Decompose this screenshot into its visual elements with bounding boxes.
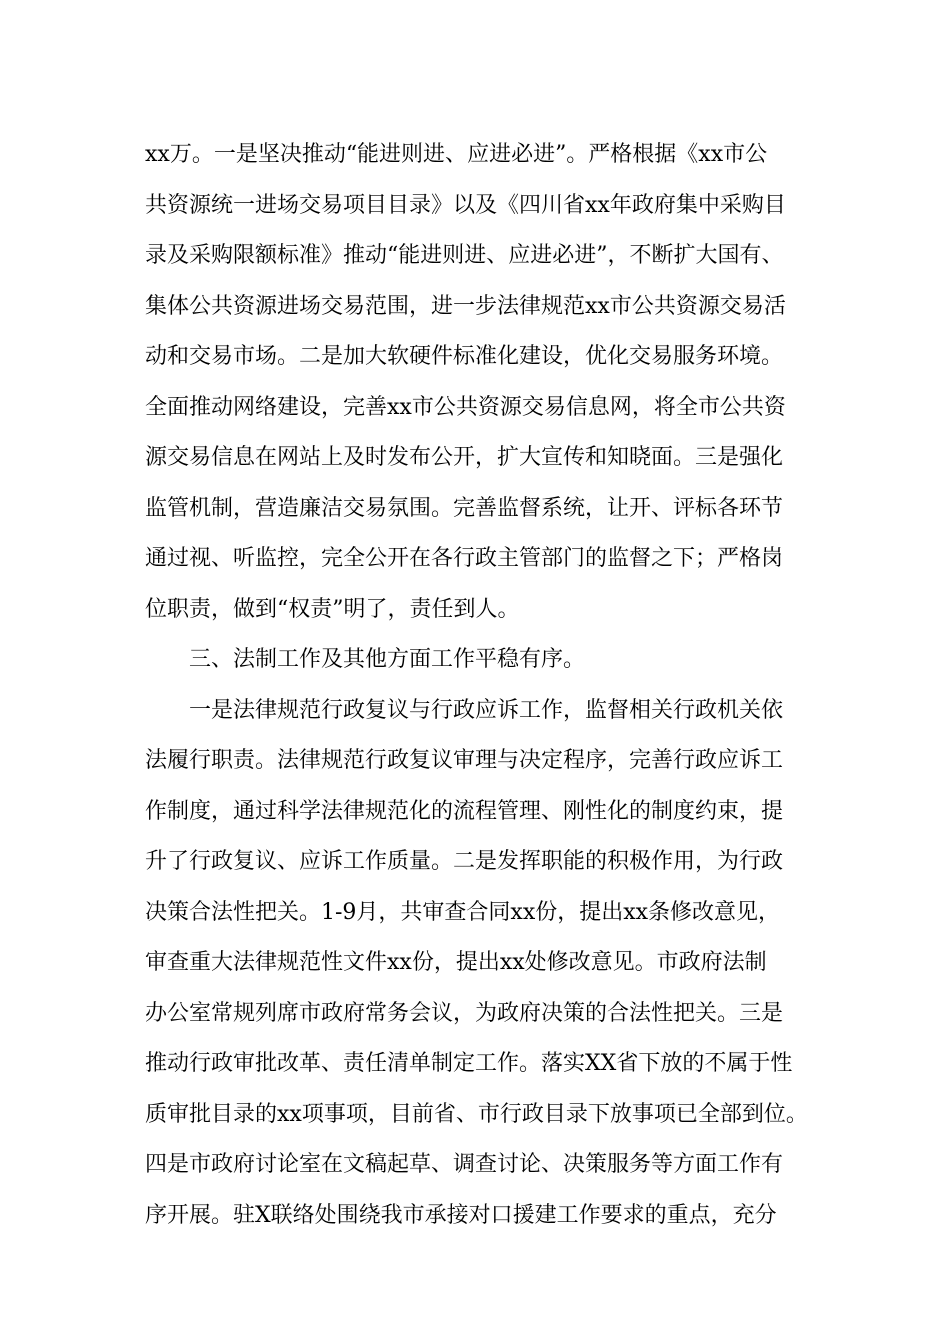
text-line: 动和交易市场。二是加大软硬件标准化建设，优化交易服务环境。	[145, 344, 784, 369]
text-line: 四是市政府讨论室在文稿起草、调查讨论、决策服务等方面工作有	[145, 1152, 784, 1177]
text-line: 办公室常规列席市政府常务会议，为政府决策的合法性把关。三是	[145, 1000, 784, 1026]
paragraph-start: 一是法律规范行政复议与行政应诉工作，监督相关行政机关依	[189, 697, 784, 723]
text-line: 决策合法性把关。1-9月，共审查合同xx份，提出xx条修改意见，	[145, 899, 781, 925]
text-line: 位职责，做到“权责”明了，责任到人。	[145, 596, 520, 622]
text-line: 法履行职责。法律规范行政复议审理与决定程序，完善行政应诉工	[145, 748, 784, 773]
text-line: 升了行政复议、应诉工作质量。二是发挥职能的积极作用，为行政	[145, 849, 784, 874]
text-line: 序开展。驻X联络处围绕我市承接对口援建工作要求的重点，充分	[145, 1202, 777, 1228]
text-line: 质审批目录的xx项事项，目前省、市行政目录下放事项已全部到位。	[145, 1101, 808, 1127]
text-line: 集体公共资源进场交易范围，进一步法律规范xx市公共资源交易活	[145, 293, 786, 319]
text-line: 作制度，通过科学法律规范化的流程管理、刚性化的制度约束，提	[145, 798, 784, 824]
document-body	[145, 130, 825, 1241]
text-line: xx万。一是坚决推动“能进则进、应进必进”。严格根据《xx市公	[145, 142, 768, 167]
text-line: 源交易信息在网站上及时发布公开，扩大宣传和知晓面。三是强化	[145, 445, 784, 470]
text-line: 共资源统一进场交易项目目录》以及《四川省xx年政府集中采购目	[145, 192, 786, 218]
text-line: 推动行政审批改革、责任清单制定工作。落实XX省下放的不属于性	[145, 1051, 793, 1076]
text-line: 全面推动网络建设，完善xx市公共资源交易信息网，将全市公共资	[145, 394, 786, 420]
text-line: 监管机制，营造廉洁交易氛围。完善监督系统，让开、评标各环节	[145, 495, 784, 521]
text-line: 录及采购限额标准》推动“能进则进、应进必进”，不断扩大国有、	[145, 243, 784, 268]
text-line: 审查重大法律规范性文件xx份，提出xx处修改意见。市政府法制	[145, 950, 767, 975]
section-heading: 三、法制工作及其他方面工作平稳有序。	[189, 647, 586, 672]
text-line: 通过视、听监控，完全公开在各行政主管部门的监督之下；严格岗	[145, 546, 784, 571]
